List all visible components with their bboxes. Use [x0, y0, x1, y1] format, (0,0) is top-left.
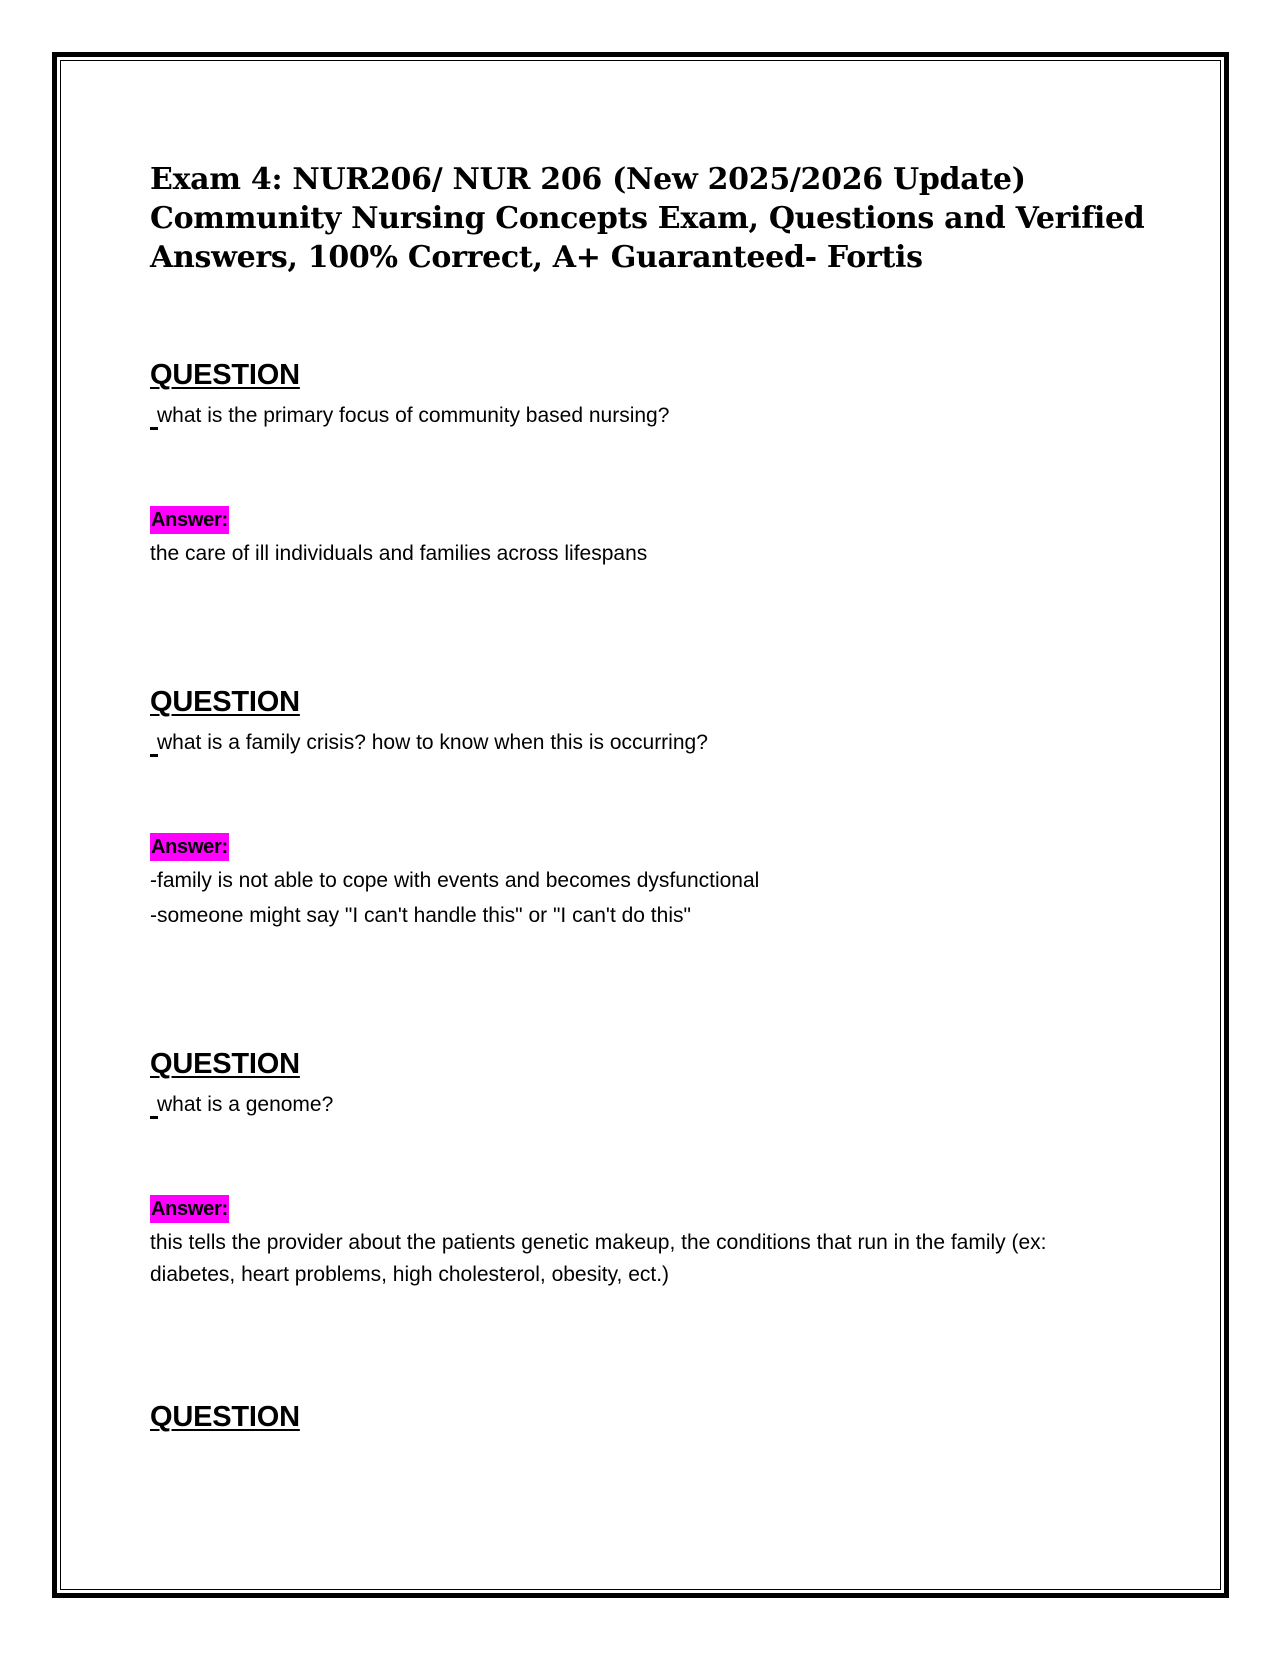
question-text-content: what is the primary focus of community based nursing? — [157, 404, 670, 427]
dash-marker — [150, 1116, 158, 1119]
title-line: Community Nursing Concepts Exam, Questions and Verified — [150, 201, 1145, 236]
question-text-content: what is a genome? — [157, 1093, 334, 1116]
answer-line: the care of ill individuals and families across lifespans — [150, 542, 648, 565]
question-heading: QUESTION — [150, 359, 300, 391]
title-line: Answers, 100% Correct, A+ Guaranteed- Fortis — [150, 240, 923, 275]
page-border-inner — [60, 60, 1221, 1590]
question-text — [150, 729, 708, 757]
answer-label: Answer: — [150, 1195, 229, 1223]
question-text-content: what is a family crisis? how to know when this is occurring? — [157, 731, 708, 754]
dash-marker — [150, 754, 158, 757]
question-text — [150, 1091, 333, 1119]
answer-label: Answer: — [150, 506, 229, 534]
answer-line: -family is not able to cope with events and becomes dysfunctional — [150, 869, 760, 892]
question-heading: QUESTION — [150, 1048, 300, 1080]
question-heading: QUESTION — [150, 686, 300, 718]
title-line: Exam 4: NUR206/ NUR 206 (New 2025/2026 Update) — [150, 162, 1026, 197]
answer-line: -someone might say "I can't handle this" or "I can't do this" — [150, 904, 691, 927]
answer-line: diabetes, heart problems, high cholesterol, obesity, ect.) — [150, 1263, 670, 1286]
document-title — [150, 160, 1150, 277]
question-heading: QUESTION — [150, 1401, 300, 1433]
answer-line: this tells the provider about the patients genetic makeup, the conditions that run in the family (ex: — [150, 1231, 1047, 1254]
question-text — [150, 402, 669, 430]
answer-label: Answer: — [150, 833, 229, 861]
dash-marker — [150, 427, 158, 430]
